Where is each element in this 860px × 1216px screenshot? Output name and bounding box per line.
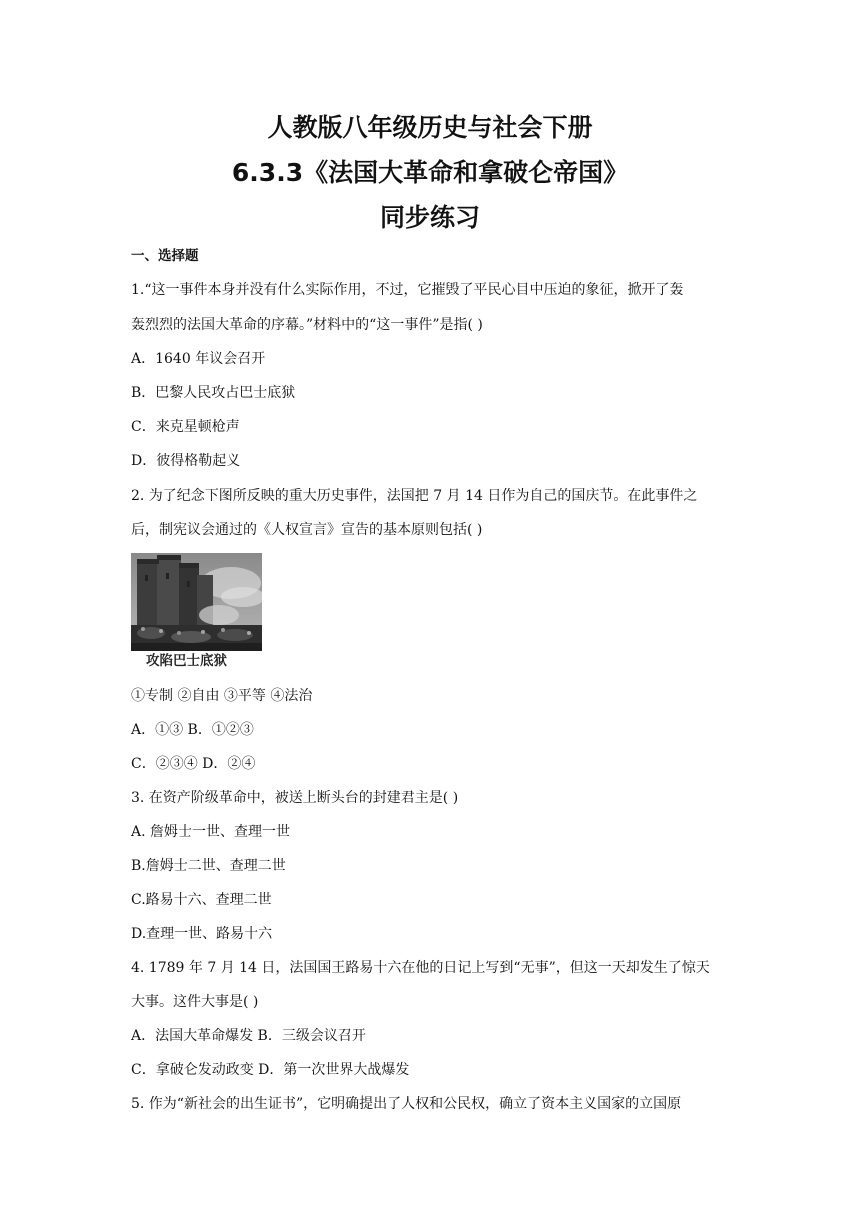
question-1-option-b: B．巴黎人民攻占巴士底狱 xyxy=(131,385,296,401)
question-1-stem-line-2: 轰烈烈的法国大革命的序幕。”材料中的“这一事件”是指( ) xyxy=(131,317,483,333)
question-4-stem-line-2: 大事。这件大事是( ) xyxy=(131,994,259,1010)
question-1-option-a: A．1640 年议会召开 xyxy=(131,351,266,367)
document-subtitle: 6.3.3《法国大革命和拿破仑帝国》 xyxy=(231,158,629,187)
document-title: 人教版八年级历史与社会下册 xyxy=(267,113,593,142)
question-3-option-a: A. 詹姆士一世、查理一世 xyxy=(131,824,291,840)
question-1-option-d: D．彼得格勒起义 xyxy=(131,453,241,469)
question-1-option-c: C．来克星顿枪声 xyxy=(131,419,240,435)
question-1-stem-line-1: 1.“这一事件本身并没有什么实际作用，不过，它摧毁了平民心目中压迫的象征，掀开了轰 xyxy=(131,282,684,298)
question-3-option-d: D.查理一世、路易十六 xyxy=(131,926,273,942)
figure-caption: 攻陷巴士底狱 xyxy=(146,653,227,669)
question-4-options-row-1: A．法国大革命爆发 B．三级会议召开 xyxy=(131,1028,366,1044)
document-subtitle-exercise: 同步练习 xyxy=(379,203,480,232)
question-5-stem-line-1: 5. 作为“新社会的出生证书”，它明确提出了人权和公民权，确立了资本主义国家的立国原 xyxy=(131,1096,682,1112)
question-4-options-row-2: C．拿破仑发动政变 D．第一次世界大战爆发 xyxy=(131,1062,410,1078)
question-4-stem-line-1: 4. 1789 年 7 月 14 日，法国国王路易十六在他的日记上写到“无事”，但这一天却发生了惊天 xyxy=(131,960,710,976)
question-2-options-row-1: A．①③ B．①②③ xyxy=(131,722,254,738)
question-3-option-c: C.路易十六、查理二世 xyxy=(131,892,272,908)
bastille-storming-image xyxy=(131,553,262,651)
question-2-stem-line-1: 2. 为了纪念下图所反映的重大历史事件，法国把 7 月 14 日作为自己的国庆节。在此事件之 xyxy=(131,488,698,504)
question-2-choices: ①专制 ②自由 ③平等 ④法治 xyxy=(131,688,313,704)
question-3-stem: 3. 在资产阶级革命中，被送上断头台的封建君主是( ) xyxy=(131,790,459,806)
section-heading: 一、选择题 xyxy=(131,248,199,264)
question-3-option-b: B.詹姆士二世、查理二世 xyxy=(131,858,286,874)
question-2-options-row-2: C．②③④ D．②④ xyxy=(131,756,256,772)
question-2-stem-line-2: 后，制宪议会通过的《人权宣言》宣告的基本原则包括( ) xyxy=(131,522,483,538)
